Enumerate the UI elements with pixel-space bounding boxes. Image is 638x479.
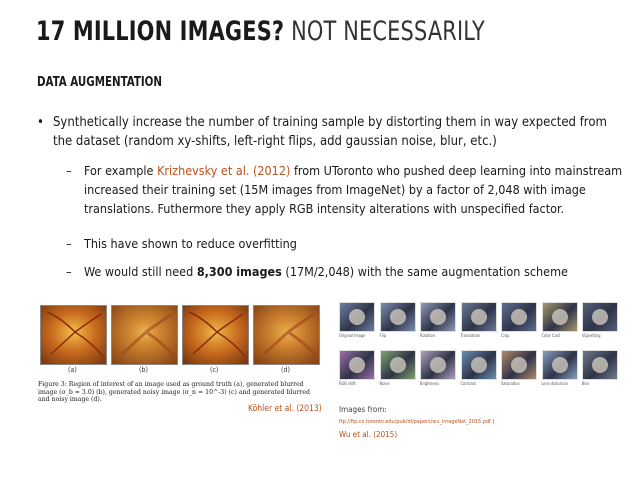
augmentation-tile (582, 350, 618, 380)
augmentation-tile-label: Saturation (501, 381, 520, 386)
fundus-image-noisy-graphic (183, 306, 248, 364)
augmentation-tile (380, 302, 416, 332)
sub-bullet-text: This have shown to reduce overfitting (84, 236, 297, 251)
augmentation-tile-label: Translation (460, 333, 481, 338)
augmentation-tile-label: Color Cast (541, 333, 561, 338)
fundus-image-blurred-noisy-graphic (254, 306, 319, 364)
augmentation-tile (380, 350, 416, 380)
wu-augmentation-grid (337, 300, 624, 396)
fundus-image-noisy (182, 305, 249, 365)
source-url-text: ftp://ftp.cs.toronto.edu/pub/dl/papers/wu_ImageNet_2015.pdf (339, 419, 491, 425)
tile-subject-shape (349, 357, 365, 373)
sub3-rest: (17M/2,048) with the same augmentation scheme (281, 264, 568, 279)
krizhevsky-link[interactable]: Krizhevsky et al. (2012) (157, 163, 291, 178)
dash-icon: – (66, 163, 72, 178)
fundus-image-original (40, 305, 107, 365)
fundus-image-blurred-graphic (112, 306, 177, 364)
augmentation-tile-label: Noise (379, 381, 390, 386)
title-light: NOT NECESSARILY (291, 16, 485, 47)
augmentation-tile (339, 302, 375, 332)
augmentation-tile-label: Brightness (420, 381, 440, 386)
augmentation-tile (501, 350, 537, 380)
tile-subject-shape (552, 309, 568, 325)
tile-subject-shape (390, 357, 406, 373)
tile-subject-shape (430, 357, 446, 373)
bullet-dot-icon: • (37, 115, 44, 130)
sub3-prefix: We would still need (84, 264, 194, 279)
tile-subject-shape (349, 309, 365, 325)
augmentation-tile-label: Blur (582, 381, 590, 386)
dash-icon: – (66, 236, 72, 251)
tile-subject-shape (471, 309, 487, 325)
tile-subject-shape (390, 309, 406, 325)
augmentation-tile-label: Contrast (460, 381, 476, 386)
augmentation-tile-label: RGB shift (339, 381, 356, 386)
fig-label: (b) (139, 366, 148, 374)
wu-credit[interactable]: Wu et al. (2015) (339, 430, 398, 439)
augmentation-tile (339, 350, 375, 380)
tile-subject-shape (552, 357, 568, 373)
augmentation-tile (420, 350, 456, 380)
tile-subject-shape (592, 309, 608, 325)
source-url-link[interactable] (339, 419, 494, 425)
augmentation-tile-label: Vignetting (582, 333, 601, 338)
tile-subject-shape (430, 309, 446, 325)
augmentation-tile-label: Crop (501, 333, 510, 338)
dash-icon: – (66, 264, 72, 279)
augmentation-tile (501, 302, 537, 332)
fig-label: (a) (68, 366, 77, 374)
sub1-prefix: For example (84, 163, 154, 178)
augmentation-tile (542, 302, 578, 332)
sub-bullet-text (84, 262, 624, 281)
fundus-image-blurred (111, 305, 178, 365)
fundus-image-original-graphic (41, 306, 106, 364)
augmentation-tile-label: Rotation (420, 333, 436, 338)
kohler-figure (38, 305, 321, 418)
augmentation-tile-label: Original Image (339, 333, 366, 338)
augmentation-tile (582, 302, 618, 332)
augmentation-tile-label: Lens distortion (541, 381, 569, 386)
tile-subject-shape (511, 309, 527, 325)
augmentation-tile (461, 350, 497, 380)
url-separator: | (492, 419, 495, 425)
augmentation-tile (420, 302, 456, 332)
fig-label: (c) (210, 366, 219, 374)
fig-label: (d) (281, 366, 290, 374)
augmentation-tile (542, 350, 578, 380)
bullet-text: Synthetically increase the number of training sample by distorting them in way expected from the dataset (random xy-shifts, left-right flips, add gaussian noise, blur, etc.) (53, 115, 607, 149)
augmentation-tile-label: Flip (379, 333, 386, 338)
tile-subject-shape (471, 357, 487, 373)
slide-title (36, 16, 485, 47)
kohler-figure-caption: Figure 3: Region of interest of an image used as ground truth (a), generated blurred image (σ_b = 3.0) (b), generated noisy image (σ_n = 10^-3) (c) and generated blurred and noisy image (d). (38, 381, 310, 403)
augmentation-tile (461, 302, 497, 332)
kohler-credit[interactable]: Köhler et al. (2013) (248, 404, 322, 414)
tile-subject-shape (592, 357, 608, 373)
section-heading: DATA AUGMENTATION (37, 75, 163, 90)
sub-bullet-text (84, 161, 624, 218)
fundus-image-blurred-noisy (253, 305, 320, 365)
sub3-bold: 8,300 images (196, 264, 282, 279)
images-from-label: Images from: (339, 405, 387, 414)
sub1-rest: from UToronto who pushed deep learning into mainstream increased their training set (15M images from ImageNet) by a factor of 2,048 with image translations. Futhermore they apply RGB intensity alterations with unspecified factor. (84, 163, 623, 216)
tile-subject-shape (511, 357, 527, 373)
title-bold: 17 MILLION IMAGES? (36, 16, 285, 47)
